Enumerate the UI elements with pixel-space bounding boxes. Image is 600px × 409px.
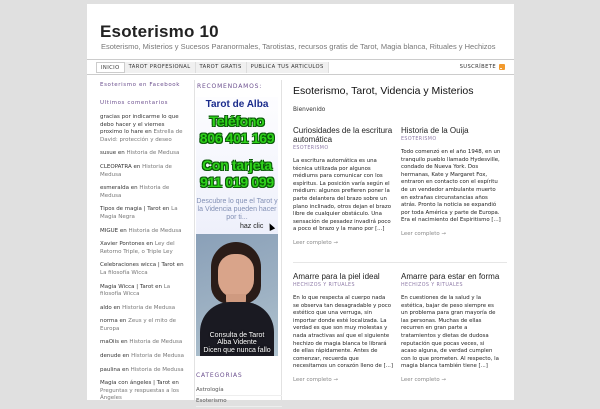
- post-excerpt: En lo que respecta al cuerpo nada se observa tan desagradable y poco estético que una verruga, sin importar donde esté localizada. La verdad es que son muy molestas y nada atractivas así que el siguiente hechizo de magia blanca te librará de ellas rápidamente. Antes de comenzar, recuerda que necesitamos un corazón lleno de [...]: [293, 295, 393, 370]
- main-menu: [96, 62, 329, 73]
- comment-separator: en: [120, 366, 131, 373]
- caption-line-3: Dicen que nunca fallo: [203, 346, 271, 354]
- ad-phone-number: 806 401 169: [199, 130, 275, 146]
- ad-brand: Tarot de Alba: [205, 99, 269, 110]
- post-excerpt: En cuestiones de la salud y la estética, bajar de peso siempre es un problema para gran mayoría de las personas. Muchas de ellas recurren en gran parte a tratamientos y dietas de dudosa reputación que pocas veces, si acaso alguna, de verdad cumplen con lo que prometen. Al respecto, la magia blanca también tiene [...]: [401, 295, 499, 370]
- post-category[interactable]: HECHIZOS Y RITUALES: [401, 283, 463, 288]
- nav-item-inicio[interactable]: INICIO: [96, 62, 125, 73]
- comment-author: gracias por indicarme lo que debo hacer y el viernes proximo lo hare: [100, 114, 179, 136]
- comment-separator: en: [116, 150, 127, 157]
- nav-item-publica[interactable]: PUBLICA TUS ARTICULOS: [247, 62, 329, 73]
- categories-title: CATEGORIAS: [196, 372, 243, 379]
- comment-item: [100, 305, 187, 313]
- comment-item: [100, 150, 187, 158]
- nav-item-tarot-profesional[interactable]: TAROT PROFESIONAL: [125, 62, 196, 73]
- category-astrologia[interactable]: Astrología: [196, 385, 282, 396]
- comment-post-link[interactable]: Historia de Medusa: [128, 227, 182, 234]
- comment-item: [100, 185, 187, 200]
- comment-post-link[interactable]: Zeus y el mito de Europa: [100, 318, 177, 332]
- comment-author: esmeralda: [100, 185, 130, 192]
- comment-author: Magia con ángeles | Tarot: [100, 380, 171, 387]
- comment-post-link[interactable]: Historia de Medusa: [131, 353, 185, 360]
- post-card: [293, 126, 393, 246]
- recent-comments-title: Ultimos comentarios: [100, 100, 169, 106]
- comment-post-link[interactable]: Ley del Retorno Triple, o Triple Ley: [100, 241, 175, 255]
- middle-sidebar: [194, 80, 282, 404]
- welcome-text: Bienvenido: [293, 107, 326, 113]
- site-description: Esoterismo, Misterios y Sucesos Paranormales, Tarotistas, recursos gratis de Tarot, Magia blanca, Rituales y Hechizos: [101, 42, 496, 51]
- comment-separator: en: [118, 227, 129, 234]
- read-more-link[interactable]: Leer completo →: [293, 240, 393, 246]
- ad-card-number: 911 019 099: [200, 174, 274, 190]
- comment-post-link[interactable]: Estrella de David: protección y deseo: [100, 129, 183, 143]
- comment-post-link[interactable]: Historia de Medusa: [122, 304, 176, 311]
- post-card: [293, 272, 393, 383]
- comment-separator: en: [117, 318, 129, 325]
- page-title: Esoterismo, Tarot, Videncia y Misterios: [293, 85, 474, 97]
- category-esoterismo[interactable]: Esoterismo: [196, 396, 282, 407]
- comment-author: Xavier Pontones: [100, 241, 145, 248]
- post-category[interactable]: HECHIZOS Y RITUALES: [293, 283, 355, 288]
- left-sidebar: [100, 82, 187, 409]
- comment-item: [100, 241, 187, 256]
- comment-post-link[interactable]: La filosofía Wicca: [100, 283, 171, 298]
- comment-post-link[interactable]: La Magia Negra: [100, 206, 178, 220]
- comment-author: aldo: [100, 304, 112, 311]
- ad-card-label: Con tarjeta: [202, 157, 272, 173]
- comment-separator: en: [131, 163, 143, 170]
- comment-separator: en: [120, 353, 132, 360]
- ad-phone-label: Teléfono: [209, 113, 265, 129]
- comment-post-link[interactable]: Historia de Medusa: [129, 339, 183, 346]
- photo-caption: [196, 332, 278, 355]
- subscribe-link[interactable]: [460, 64, 505, 70]
- post-category[interactable]: ESOTERISMO: [401, 137, 437, 142]
- comment-post-link[interactable]: Historia de Medusa: [130, 366, 184, 373]
- post-title[interactable]: Historia de la Ouija: [401, 126, 469, 135]
- nav-item-tarot-gratis[interactable]: TAROT GRATIS: [196, 62, 247, 73]
- page: [87, 4, 514, 404]
- post-excerpt: Todo comenzó en el año 1948, en un tranquilo pueblo llamado Hydesville, condado de Nueva York. Dos hermanas, Kate y Margaret Fox, entraron en contacto con el espíritu de un vendedor ambulante muerto en extrañas circunstancias años atrás. Pronto la noticia se expandió por toda América y parte de Europa. Era el nacimiento del Espiritismo [...]: [401, 149, 501, 224]
- categories-widget: [196, 372, 282, 407]
- read-more-link[interactable]: Leer completo →: [401, 377, 501, 383]
- comment-author: susue: [100, 150, 117, 157]
- comment-author: Tipos de magia | Tarot: [100, 206, 161, 213]
- comment-author: paulina: [100, 366, 121, 373]
- comment-post-link[interactable]: Preguntas y respuestas a los Ángeles: [100, 387, 179, 402]
- read-more-link[interactable]: Leer completo →: [293, 377, 393, 383]
- comment-item: [100, 114, 187, 144]
- post-title[interactable]: Amarre para estar en forma: [401, 272, 500, 281]
- comment-separator: en: [160, 206, 172, 213]
- comment-author: Celebraciones wicca | Tarot: [100, 262, 175, 269]
- site-header: [87, 4, 514, 58]
- recent-comments-list: [100, 114, 187, 403]
- caption-line-1: Consulta de Tarot: [209, 331, 265, 339]
- comment-item: [100, 262, 187, 277]
- comment-author: denude: [100, 353, 121, 360]
- comment-post-link[interactable]: Historia de Medusa: [100, 163, 172, 178]
- comment-separator: en: [170, 380, 179, 387]
- facebook-widget-title[interactable]: Esoterismo en Facebook: [100, 82, 181, 88]
- comment-item: [100, 164, 187, 179]
- comment-separator: en: [144, 241, 155, 248]
- comment-author: MIGUE: [100, 227, 119, 234]
- post-category[interactable]: ESOTERISMO: [293, 146, 329, 151]
- comment-post-link[interactable]: Historia de Medusa: [100, 185, 170, 199]
- comment-item: [100, 228, 187, 236]
- tarot-ad-banner[interactable]: [196, 97, 278, 235]
- comment-item: [100, 318, 187, 333]
- post-card: [401, 272, 501, 383]
- comment-author: Magia Wicca | Tarot: [100, 283, 154, 290]
- comment-post-link[interactable]: La filosofía Wicca: [100, 269, 148, 276]
- comment-post-link[interactable]: Historia de Medusa: [126, 150, 180, 157]
- comment-separator: en: [174, 262, 184, 269]
- comment-author: maOiis: [100, 339, 119, 346]
- comment-item: [100, 339, 187, 347]
- post-title[interactable]: Amarre para la piel ideal: [293, 272, 380, 281]
- comment-separator: en: [129, 185, 140, 192]
- comment-separator: en: [118, 339, 130, 346]
- comment-separator: en: [153, 283, 164, 290]
- post-excerpt: La escritura automática es una técnica utilizada por algunos médiums para comunicar con los espíritus. La posición varía según el médium: algunos prefieren poner la parte delantera del brazo sobre un plano inclinado, otros dejan el brazo libre de cualquier obstáculo. Una sensación de pesadez invadirá poco a poco el brazo y la mano por [...]: [293, 158, 391, 233]
- comment-author: CLEOPATRA: [100, 163, 132, 170]
- comment-item: [100, 284, 187, 299]
- post-title[interactable]: Curiosidades de la escritura automática: [293, 126, 393, 144]
- psychic-photo-ad[interactable]: [196, 234, 278, 356]
- comment-separator: en: [143, 129, 154, 136]
- post-divider: [293, 262, 507, 263]
- photo-face: [218, 254, 254, 298]
- subscribe-label: SUSCRÍBETE: [459, 64, 496, 70]
- caption-line-2: Alba Vidente: [217, 339, 257, 346]
- comment-item: [100, 353, 187, 361]
- rss-icon: [499, 64, 505, 70]
- post-card: [401, 126, 501, 237]
- comment-author: norma: [100, 318, 118, 325]
- comment-item: [100, 206, 187, 221]
- read-more-link[interactable]: Leer completo →: [401, 231, 501, 237]
- recommend-title: RECOMENDAMOS:: [197, 83, 263, 90]
- nav-bar: [87, 59, 514, 75]
- site-title[interactable]: Esoterismo 10: [100, 22, 219, 41]
- comment-separator: en: [111, 304, 123, 311]
- main-content: [293, 82, 507, 383]
- cursor-icon: [267, 222, 275, 231]
- ad-tagline: Descubre lo que el Tarot y la Videncia pueden hacer por ti...: [196, 198, 278, 221]
- ad-click-label: haz clic: [240, 223, 264, 230]
- comment-item: [100, 380, 187, 403]
- comment-item: [100, 367, 187, 375]
